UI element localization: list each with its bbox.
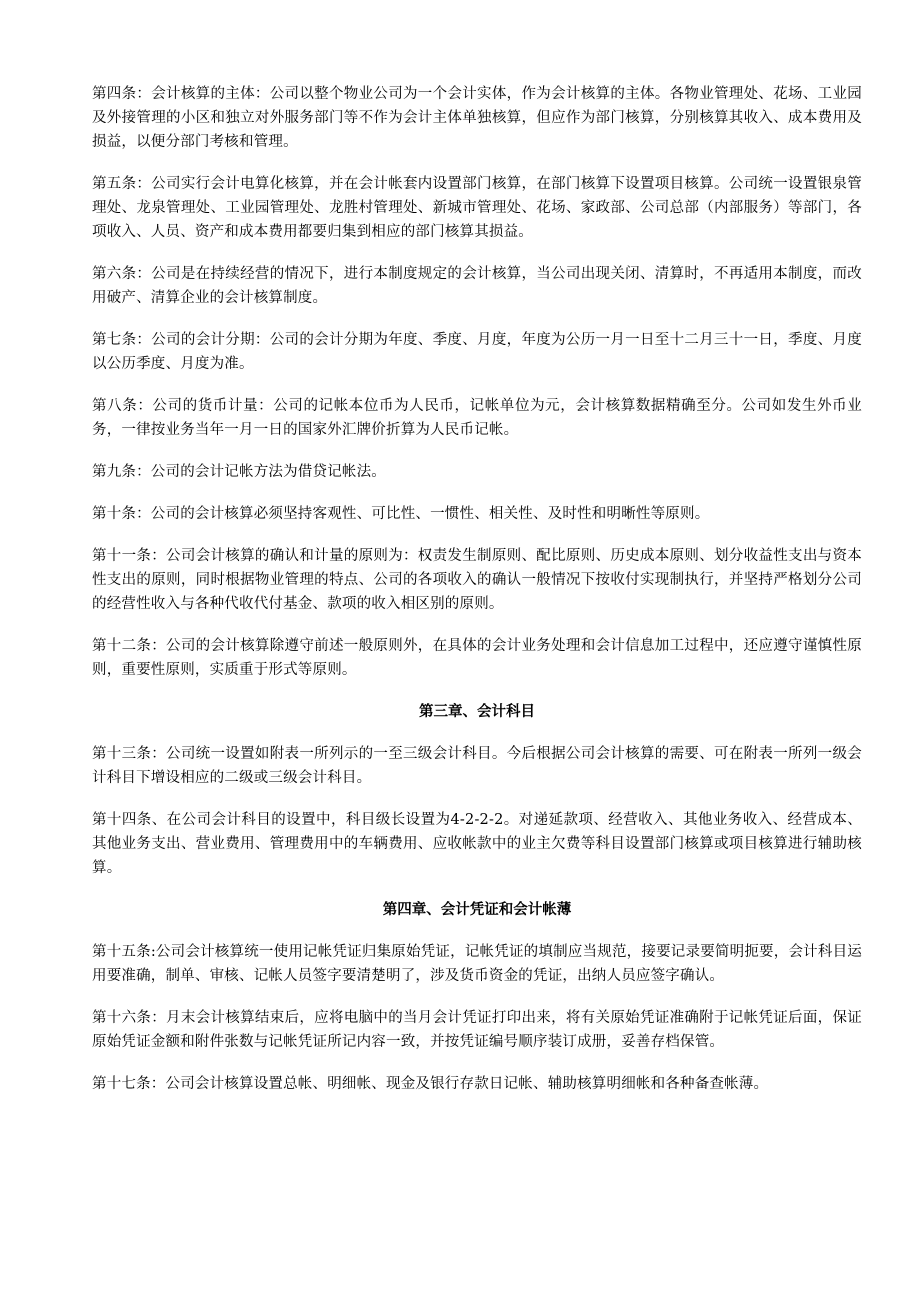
article-7: 第七条：公司的会计分期：公司的会计分期为年度、季度、月度，年度为公历一月一日至十二月三十一日，季度、月度以公历季度、月度为准。 (92, 332, 862, 372)
article-9: 第九条：公司的会计记帐方法为借贷记帐法。 (92, 464, 386, 480)
article-4: 第四条：会计核算的主体：公司以整个物业公司为一个会计实体，作为会计核算的主体。各物业管理处、花场、工业园及外接管理的小区和独立对外服务部门等不作为会计主体单独核算，但应作为部门核算，分别核算其收入、成本费用及损益，以便分部门考核和管理。 (92, 86, 862, 150)
article-16: 第十六条：月末会计核算结束后，应将电脑中的当月会计凭证打印出来，将有关原始凭证准确附于记帐凭证后面，保证原始凭证金额和附件张数与记帐凭证所记内容一致，并按凭证编号顺序装订成册，妥善存档保管。 (92, 1010, 862, 1050)
chapter-4-heading: 第四章、会计凭证和会计帐薄 (382, 902, 572, 918)
document-page (92, 82, 862, 1114)
article-11: 第十一条：公司会计核算的确认和计量的原则为：权责发生制原则、配比原则、历史成本原则、划分收益性支出与资本性支出的原则，同时根据物业管理的特点、公司的各项收入的确认一般情况下按收付实现制执行，并坚持严格划分公司的经营性收入与各种代收代付基金、款项的收入相区别的原则。 (92, 548, 862, 612)
article-13: 第十三条：公司统一设置如附表一所列示的一至三级会计科目。今后根据公司会计核算的需要、可在附表一所列一级会计科目下增设相应的二级或三级会计科目。 (92, 746, 862, 786)
article-12: 第十二条：公司的会计核算除遵守前述一般原则外，在具体的会计业务处理和会计信息加工过程中，还应遵守谨慎性原则，重要性原则，实质重于形式等原则。 (92, 638, 862, 678)
chapter-3-heading: 第三章、会计科目 (419, 704, 535, 720)
article-8: 第八条：公司的货币计量：公司的记帐本位币为人民币，记帐单位为元，会计核算数据精确至分。公司如发生外币业务，一律按业务当年一月一日的国家外汇牌价折算为人民币记帐。 (92, 398, 862, 438)
article-10: 第十条：公司的会计核算必须坚持客观性、可比性、一惯性、相关性、及时性和明晰性等原则。 (92, 506, 710, 522)
article-15: 第十五条:公司会计核算统一使用记帐凭证归集原始凭证，记帐凭证的填制应当规范，接要记录要简明扼要，会计科目运用要准确，制单、审核、记帐人员签字要清楚明了，涉及货币资金的凭证，出纳人员应签字确认。 (92, 944, 862, 984)
article-14: 第十四条、在公司会计科目的设置中，科目级长设置为4-2-2-2。对递延款项、经营收入、其他业务收入、经营成本、其他业务支出、营业费用、管理费用中的车辆费用、应收帐款中的业主欠费等科目设置部门核算或项目核算进行辅助核算。 (92, 812, 862, 876)
article-5: 第五条：公司实行会计电算化核算，并在会计帐套内设置部门核算，在部门核算下设置项目核算。公司统一设置银泉管理处、龙泉管理处、工业园管理处、龙胜村管理处、新城市管理处、花场、家政部、公司总部（内部服务）等部门，各项收入、人员、资产和成本费用都要归集到相应的部门核算其损益。 (92, 176, 862, 240)
article-17: 第十七条：公司会计核算设置总帐、明细帐、现金及银行存款日记帐、辅助核算明细帐和各种备查帐薄。 (92, 1076, 769, 1092)
article-6: 第六条：公司是在持续经营的情况下，进行本制度规定的会计核算，当公司出现关闭、清算时，不再适用本制度，而改用破产、清算企业的会计核算制度。 (92, 266, 862, 306)
